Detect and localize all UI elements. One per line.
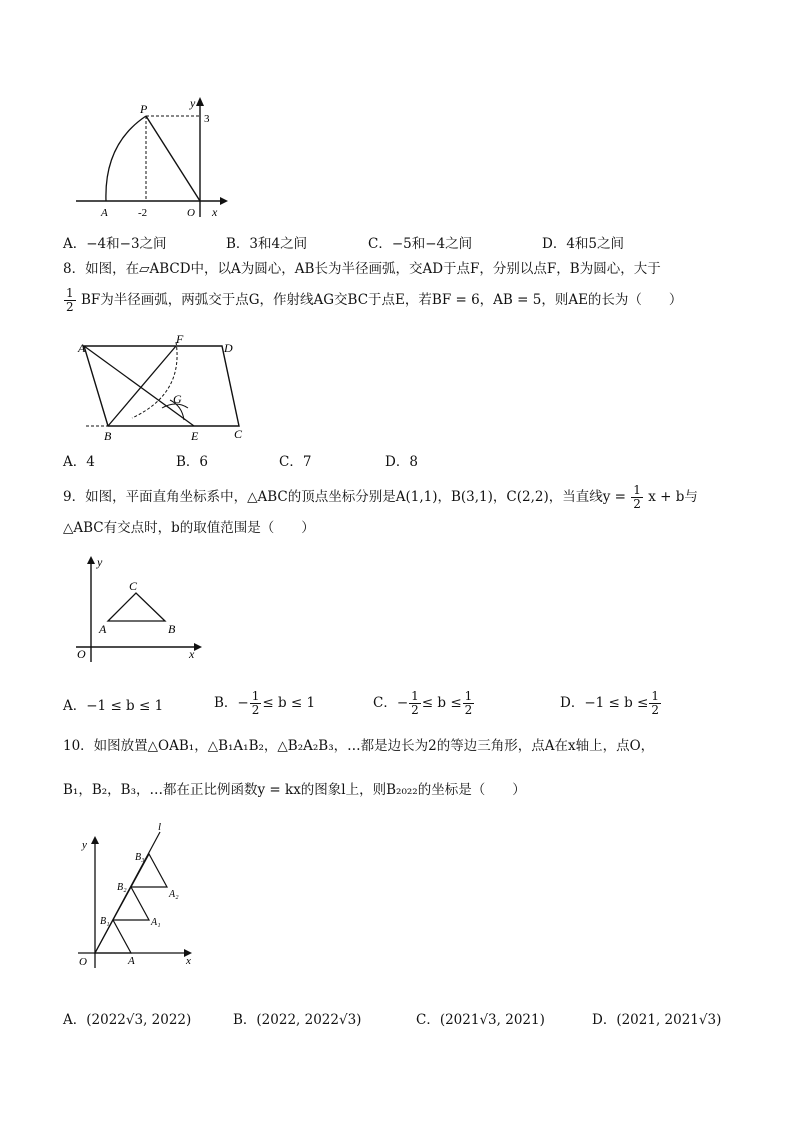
q8-segment-bf [108,346,176,426]
q10-label-o: O [79,956,87,968]
q7-figure [70,92,230,222]
q7-y-arrow [196,97,204,106]
q9-option-b-post: ≤ b ≤ 1 [262,695,316,711]
q9-option-b-den: 2 [251,703,260,717]
q8-label-a: A [78,341,86,355]
q9-label-x: x [189,647,195,661]
q9-y-arrow [87,556,95,564]
q9-label-o: O [77,647,86,661]
q10-label-a2: A₂ [169,889,179,900]
q8-option-b[interactable]: B．6 [176,454,209,470]
q8-parallelogram [84,346,239,426]
q10-option-a[interactable]: A．(2022√3, 2022) [63,1012,192,1028]
q7-label-y: y [190,96,196,110]
q8-option-d[interactable]: D．8 [385,454,418,470]
q8-label-g: G [173,392,182,406]
q9-option-d[interactable] [560,690,662,717]
q9-label-a: A [99,622,107,636]
q10-label-b3: B₃ [135,852,145,863]
q10-label-a1: A₁ [151,917,161,928]
q8-question-line2: BF为半径画弧，两弧交于点G，作射线AG交BC于点E，若BF = 6，AB = 5，则AE的长为（ ） [80,292,683,308]
q7-label-p: P [140,102,148,116]
q7-option-c[interactable]: C．−5和−4之间 [368,236,473,252]
q9-option-c-pre: C．− [373,695,409,711]
q7-segment-po [146,116,200,201]
q9-label-b: B [168,622,176,636]
q8-frac-num: 1 [66,286,74,300]
q9-option-b[interactable] [214,690,315,717]
q8-label-b: B [104,429,112,443]
q9-figure [72,552,207,664]
q9-option-c-frac2 [463,690,475,717]
q9-label-c: C [129,579,138,593]
q10-option-b[interactable]: B．(2022, 2022√3) [233,1012,362,1028]
q10-label-b1: B₁ [100,916,110,927]
q7-label-3: 3 [204,113,210,125]
q9-line1-fraction [631,484,643,511]
q9-option-c-mid: ≤ b ≤ [421,695,462,711]
q8-figure [72,330,257,448]
q7-x-arrow [220,197,228,205]
q9-option-c-num: 1 [411,689,419,703]
q10-label-y: y [82,839,87,851]
q8-question-line1: 8．如图，在▱ABCD中，以A为圆心，AB长为半径画弧，交AD于点F，分别以点F，B为圆心，大于 [63,261,661,277]
q9-line1-b: x + b与 [648,489,698,505]
q8-fraction [64,287,76,314]
q9-option-b-frac [250,690,262,717]
q7-option-d[interactable]: D．4和5之间 [542,236,625,252]
q9-option-d-frac [649,690,661,717]
q10-label-b2: B₂ [117,882,127,893]
q9-question-line1 [63,484,698,511]
q9-option-b-num: 1 [251,689,260,703]
q10-option-c[interactable]: C．(2021√3, 2021) [416,1012,545,1028]
q7-option-a[interactable]: A．−4和−3之间 [63,236,167,252]
q10-question-line1: 10．如图放置△OAB₁，△B₁A₁B₂，△B₂A₂B₃，…都是边长为2的等边三角形，点A在x轴上，点O， [63,738,655,754]
q10-y-arrow [91,836,99,844]
q9-option-d-den: 2 [651,703,660,717]
q9-option-d-num: 1 [651,689,660,703]
q10-figure [72,818,202,972]
q9-option-b-pre: B．− [214,695,249,711]
q10-label-x: x [186,955,191,967]
q9-line1-frac-den: 2 [633,497,641,511]
q8-label-e: E [191,429,199,443]
q9-option-a[interactable]: A．−1 ≤ b ≤ 1 [63,698,164,714]
q9-label-y: y [97,555,103,569]
q10-question-line2: B₁，B₂，B₃，…都在正比例函数y = kx的图象l上，则B₂₀₂₂的坐标是（ ） [63,782,526,798]
q7-label-neg2: -2 [138,207,148,219]
q8-label-d: D [224,341,233,355]
q9-line1-a: 9．如图，平面直角坐标系中，△ABC的顶点坐标分别是A(1,1)，B(3,1)，C(2,2)，当直线y = [63,489,626,505]
q9-option-d-pre: D．−1 ≤ b ≤ [560,695,649,711]
q9-line1-frac-num: 1 [633,483,641,497]
q10-label-l: l [158,821,162,833]
q8-option-c[interactable]: C．7 [279,454,312,470]
q8-label-f: F [176,332,184,346]
q7-arc [106,116,146,201]
q8-frac-den: 2 [66,300,74,314]
q9-question-line2: △ABC有交点时，b的取值范围是（ ） [63,520,315,536]
q9-triangle-abc [108,593,165,621]
q7-label-a: A [101,207,108,219]
q8-question-line2-wrap [63,287,682,314]
q10-label-a: A [128,955,135,967]
q7-label-o: O [187,207,195,219]
q7-option-b[interactable]: B．3和4之间 [226,236,308,252]
q7-label-x: x [212,205,218,219]
q9-option-c-den2: 2 [464,703,473,717]
q8-option-a[interactable]: A．4 [63,454,95,470]
q9-x-arrow [194,643,202,651]
q9-option-c-num2: 1 [464,689,473,703]
q9-option-c-frac1 [409,690,421,717]
q10-option-d[interactable]: D．(2021, 2021√3) [592,1012,722,1028]
q9-option-c[interactable] [373,690,475,717]
q9-option-c-den: 2 [411,703,419,717]
q8-label-c: C [234,427,243,441]
